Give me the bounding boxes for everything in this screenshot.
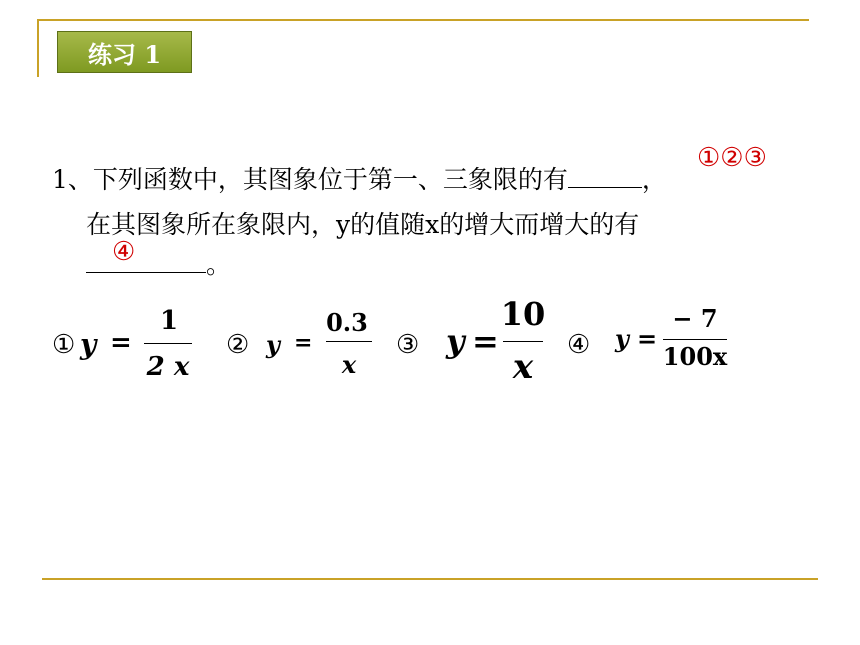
formula-3-marker: ③ [396, 330, 420, 360]
question-text-1: 1、下列函数中，其图象位于第一、三象限的有 [52, 165, 568, 194]
formula-3-denominator: x [512, 347, 534, 387]
formula-4-equals: = [637, 324, 658, 353]
formula-4-marker: ④ [567, 330, 591, 360]
formula-4-denominator: 100x [662, 342, 728, 371]
formula-2-denominator: x [341, 350, 357, 379]
formula-1-equals: = [110, 328, 132, 358]
formula-3-fraction-bar [503, 341, 543, 342]
formula-1-fraction-bar [144, 343, 192, 344]
formula-4-fraction-bar [663, 339, 727, 340]
answer-blank-2[interactable] [86, 246, 206, 273]
question-line-2: 在其图象所在象限内，y的值随x的增大而增大的有 [86, 210, 640, 239]
formula-2-numerator: 0.3 [326, 308, 368, 337]
formula-1-lhs: y [80, 328, 97, 361]
formula-4-lhs: y [615, 324, 629, 353]
question-end-3: 。 [206, 250, 232, 279]
formula-2-marker: ② [226, 330, 250, 360]
question-line-1 [52, 160, 667, 196]
formula-3-lhs: y [446, 322, 465, 360]
formula-3-numerator: 10 [500, 295, 546, 333]
formula-2-lhs: y [266, 330, 280, 359]
answer-1: ①②③ [697, 143, 767, 173]
exercise-badge: 练习 1 [57, 31, 192, 73]
formula-4-numerator: − 7 [672, 304, 718, 333]
formula-3-equals: = [472, 322, 499, 360]
formula-2-equals: = [294, 330, 313, 356]
top-rule [37, 19, 809, 21]
formula-1-numerator: 1 [159, 306, 179, 336]
answer-2: ④ [112, 237, 136, 267]
left-rule [37, 19, 39, 77]
formula-1-marker: ① [52, 330, 76, 360]
bottom-rule [42, 578, 818, 580]
question-end-1: ， [641, 165, 667, 194]
formula-1-denominator: 2 x [146, 352, 190, 382]
answer-blank-1[interactable] [568, 161, 642, 188]
formula-2-fraction-bar [326, 341, 372, 342]
question-line-3 [86, 245, 231, 281]
